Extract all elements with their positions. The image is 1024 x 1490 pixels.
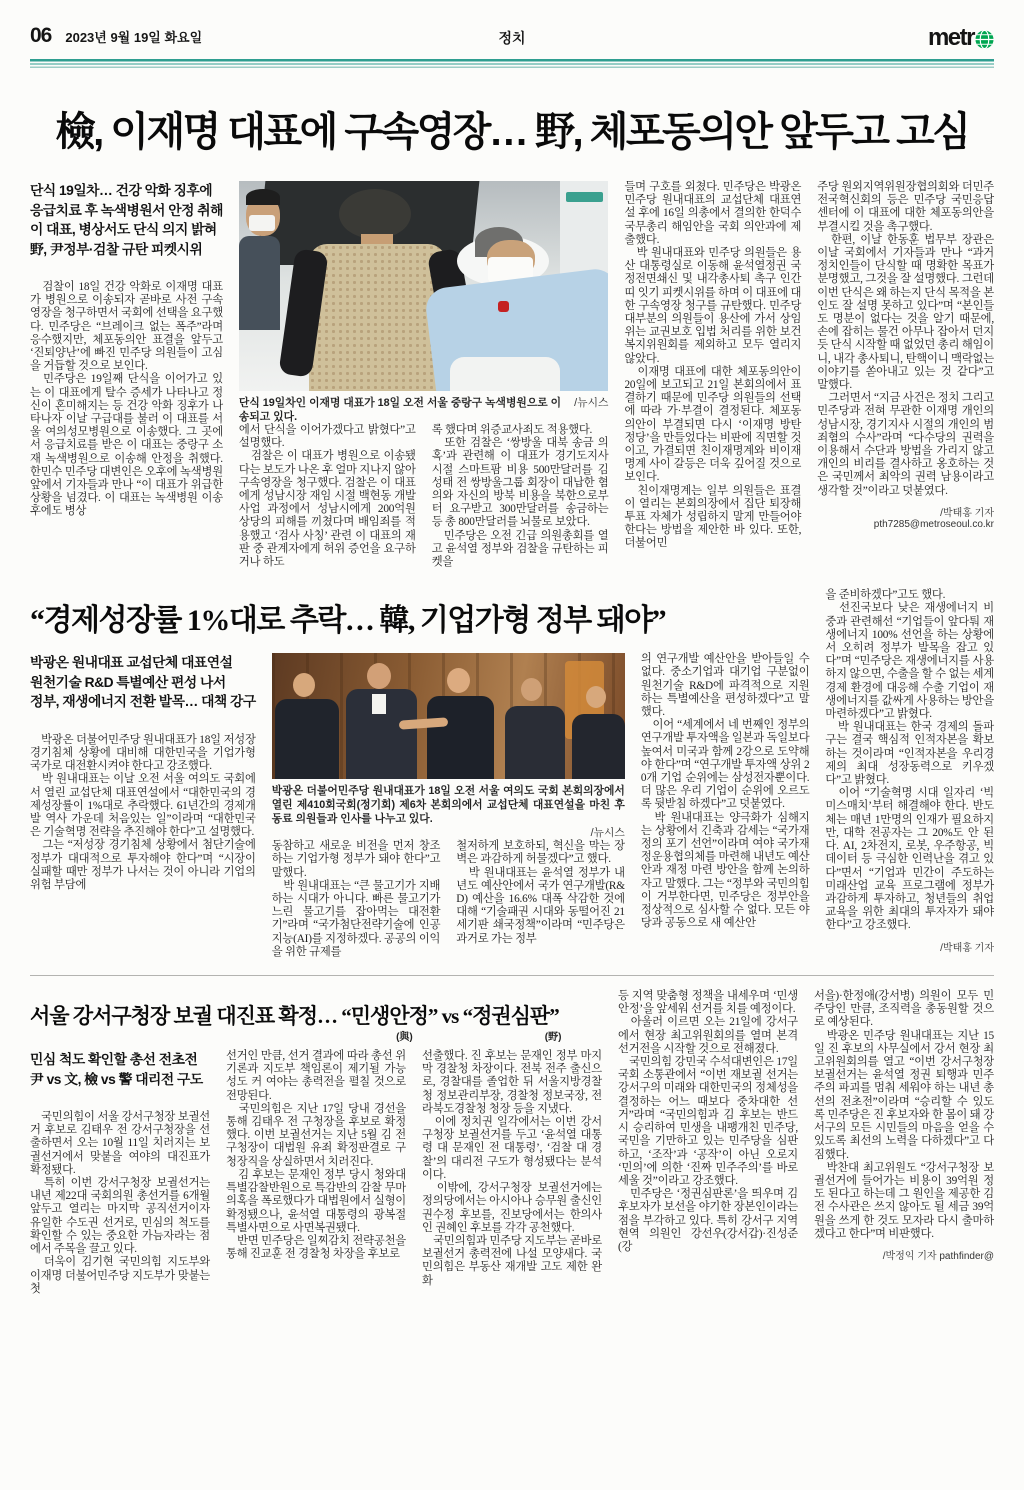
- paramedic-shoulder: [239, 236, 280, 331]
- article2-column-5: [825, 589, 994, 959]
- article2-photo-block: [272, 653, 625, 840]
- article2-subhead: 박광온 원내대표 교섭단체 대표연설 원천기술 R&D 특별예산 편성 나서 정부, 재생에너지 전환 발목… 대책 강구: [30, 655, 256, 710]
- article2-column-1: [30, 653, 256, 959]
- lawmaker-shirt-2: [372, 694, 386, 714]
- caption-credit: /뉴시스: [590, 827, 625, 840]
- article2-byline: /박태홍 기자: [940, 942, 994, 954]
- article3-column-3: 선출했다. 진 후보는 문재인 정부 마지막 경찰청 차장이다. 전북 전주 출신으로, 경찰대를 졸업한 뒤 서울지방경찰청 정보관리부장, 경찰청 정보국장, 전라북도경찰청 청장 등을 지냈다. 이에 정치권 일각에서는 이번 강서구청장 보궐선거를 두고 ‘윤석열 대통령 대 문재인 전 대통령’, ‘검찰 대 경찰’의 대리전 구도가 형성됐다는 분석이다. 이밖에, 강서구청장 보궐선거에는 정의당에서는 아시아나 승무원 출신인 권수정 후보를, 진보당에서는 한의사인 권혜인 후보를 각각 공천했다. 국민의힘과 민주당 지도부는 곧바로 보궐선거 총력전에 나설 모양새다. 국민의힘은 부동산 재개발 고도 제한 완화: [422, 1050, 602, 1287]
- article3-subhead: 민심 척도 확인할 총선 전초전 尹 vs 文, 檢 vs 警 대리전 구도: [30, 1052, 203, 1087]
- article2: [30, 589, 994, 959]
- article2-col1-text: 박광온 더불어민주당 원내대표가 18일 저성장 경기침체 상황에 대비해 대한민국을 기업가형 국가로 대전환시켜야 한다고 강조했다. 박 원내대표는 이날 오전 서울 여의도 국회에서 열린 교섭단체 대표연설에서 “대한민국의 경제성장률이 1%대로 추락했다. 61년간의 경제개발 역사 가운데 처음있는 일”이라며 “대한민국은 기술혁명 전략을 추진해야 한다”고 설명했다. 그는 “저성장 경기침체 상황에서 첨단기술에 정부가 대대적으로 투자해야 한다”며 “시장이 실패할 때만 정부가 나서는 것이 아니라 기업의 위험 부담에: [30, 733, 256, 891]
- caption-text: 단식 19일차인 이재명 대표가 18일 오전 서울 중랑구 녹색병원으로 이송되고 있다.: [238, 397, 562, 423]
- article3-headline-block: [30, 990, 602, 1050]
- article2-column-4: 의 연구개발 예산안을 받아들일 수 없다. 중소기업과 대기업 구분없이 원천기술 R&D에 파격적으로 지원하는 특별예산을 편성하겠다”고 말했다. 이어 “세계에서 네 번째인 정부의 연구개발 투자액을 일본과 독일보다 높여서 미국과 함께 2강으로 도약해야 한다”며 “연구개발 투자액 상위 20개 기업 순위에는 삼성전자뿐이다. 더 많은 우리 기업이 순위에 오르도록 뒷받침 하겠다”고 덧붙였다. 박 원내대표는 양극화가 심해지는 상황에서 긴축과 감세는 “국가재정의 포기 선언”이라며 여야 국가재정운용협의체를 마련해 내년도 예산안과 재정 마련 방안을 함께 논의하자고 말했다. 그는 “정부와 국민의힘이 거부한다면, 민주당은 정부안을 정상적으로 심사할 수 없다. 모든 야당과 공동으로 새 예산안: [640, 653, 810, 930]
- article1-col1-text: 검찰이 18일 건강 악화로 이재명 대표가 병원으로 이송되자 곧바로 사전 구속영장을 청구하면서 국회에 선택을 요구했다. 민주당은 “브레이크 없는 폭주”라며 응수했지만, 체포동의안 표결을 앞두고 ‘진퇴양난’에 빠진 민주당 의원들이 고심을 거듭할 것으로 보인다. 민주당은 19일째 단식을 이어가고 있는 이 대표에게 탈수 증세가 나타나고 정신이 혼미해지는 등 건강 악화 징후가 나타나자 이날 구급대를 불러 이 대표를 서울 여의성모병원으로 이송했다. 그 곳에서 응급치료를 받은 이 대표는 중랑구 소재 녹색병원으로 이송해 안정을 취했다. 한민수 민주당 대변인은 오후에 녹색병원 앞에서 기자들과 만나 “이 대표가 위급한 상황을 넘겼다. 이 대표는 녹색병원 이송 후에도 병상: [30, 281, 223, 518]
- metro-globe-icon: [975, 30, 994, 49]
- caption-credit: /뉴시스: [574, 397, 609, 409]
- lawmaker-suit-1: [275, 699, 339, 780]
- lawmaker-suit-3: [427, 696, 494, 779]
- article3-column-5: [814, 990, 994, 1296]
- paramedic-hair: [246, 189, 280, 205]
- article3-column-4: 등 지역 맞춤형 정책을 내세우며 ‘민생안정’을 앞세워 선거를 치를 예정이다. 아울러 이르면 오는 21일에 강서구에서 현장 최고위원회의를 열며 본격 선거전을 시작할 것으로 전해졌다. 국민의힘 강민국 수석대변인은 17일 국회 소통관에서 “이번 재보궐 선거는 강서구의 미래와 대한민국의 정체성을 결정하는 어느 때보다 중차대한 선거”라며 “국민의힘과 김 후보는 반드시 승리하여 민생을 내팽개친 민주당, 국민을 기만하고 있는 민주당을 심판하고, ‘조작’과 ‘공작’이 아닌 오로지 ‘민의’에 의한 ‘진짜 민주주의’를 바로 세울 것”이라고 강조했다. 민주당은 ‘정권심판론’을 띄우며 김 후보자가 보선을 야기한 장본인이라는 점을 부각하고 있다. 특히 강서구 지역 현역 의원인 강선우(강서갑)·진성준(강: [618, 990, 798, 1253]
- helper-vest: [309, 244, 446, 391]
- metro-logo: [928, 24, 994, 52]
- article1-column-3: 록 했다며 위증교사죄도 적용했다. 또한 검찰은 ‘쌍방울 대북 송금 의혹’과 관련해 이 대표가 경기도지사 시절 스마트팜 비용 500만달러를 김성태 전 쌍방울그룹 회장이 대납한 혐의와 자신의 방북 비용을 북한으로부터 요구받고 300만달러를 송금하는 등 총 800만달러를 뇌물로 보았다. 민주당은 오전 긴급 의원총회를 열고 윤석열 정부와 검찰을 규탄하는 피켓을: [431, 424, 609, 569]
- page-number: 06: [30, 24, 52, 47]
- metro-logo-text: metr: [927, 24, 974, 51]
- paramedic-mask: [249, 215, 275, 231]
- opposition-party-label: (野): [544, 1032, 562, 1044]
- masthead-rule: [30, 59, 994, 68]
- article3-column-2: 선거인 만큼, 선거 결과에 따라 총선 위기론과 지도부 책임론이 제기될 가능성도 커 여야는 총력전을 펼칠 것으로 전망된다. 국민의힘은 지난 17일 당내 경선을 통해 김태우 전 구청장을 후보로 확정했다. 이번 보궐선거는 지난 5월 김 전 구청장이 대법원 유죄 확정판결로 구청장직을 상실하면서 치러진다. 김 후보는 문재인 정부 당시 청와대 특별감찰반원으로 특감반의 감찰 무마 의혹을 폭로했다가 대법원에서 실형이 확정됐으나, 윤석열 대통령의 광복절 특별사면으로 사면복권됐다. 반면 민주당은 일찌감치 전략공천을 통해 진교훈 전 경찰청 차장을 후보로: [226, 1050, 406, 1261]
- article3-headline: 서울 강서구청장 보궐 대진표 확정… “민생안정” vs “정권심판”: [30, 1004, 559, 1029]
- article3: [30, 990, 994, 1296]
- article1-col5-text: 주당 원외지역위원장협의회와 더민주전국혁신회의 등은 민주당 국민응답센터에 이 대표에 대한 체포동의안을 부결시킬 것을 촉구했다. 한편, 이날 한동훈 법무부 장관은 이날 국회에서 기자들과 만나 “과거 정치인들이 단식할 때 명확한 목표가 분명했고, 그것을 잘 설명했다. 그런데 이번 단식은 왜 하는지 단식 목적을 본인도 잘 설명 못하고 있다”며 “본인들도 명분이 없다는 것을 알기 때문에, 손에 잡히는 물건 아무나 잡아서 던지듯 단식 시작할 때 없었던 총리 해임이니, 내각 총사퇴니, 탄핵이니 맥락없는 이야기를 쏟아내고 있는 것 같다”고 말했다. 그러면서 “지금 사건은 정치 그리고 민주당과 전혀 무관한 이재명 개인의 성남시장, 경기지사 시절의 개인의 범죄혐의 수사”라며 “다수당의 권력을 이용해서 수단과 방법을 가리지 않고 개인의 비리를 결사하고 옹호하는 것은 국민께서 최악의 권력 남용이라고 생각할 것”이라고 덧붙였다.: [817, 181, 994, 497]
- article1-column-5: [817, 181, 994, 569]
- lawmaker-head-4: [521, 678, 542, 701]
- masthead-date: 2023년 9월 19일 화요일: [65, 30, 203, 45]
- assembly-photo: [272, 653, 625, 779]
- article1-body: [30, 181, 994, 569]
- article1-photo-caption: [239, 396, 609, 424]
- article3-column-1: [30, 1050, 210, 1296]
- article1-photo-block: [239, 181, 609, 424]
- article1-headline: 檢, 이재명 대표에 구속영장… 野, 체포동의안 앞두고 고심: [55, 110, 969, 154]
- article3-col1-text: 국민의힘이 서울 강서구청장 보궐선거 후보로 김태우 전 강서구청장을 선출하면서 오는 10월 11일 치러지는 보궐선거에서 맞붙을 여야의 대진표가 확정됐다. 특히 이번 강서구청장 보궐선거는 내년 제22대 국회의원 총선거를 6개월 앞두고 열리는 마지막 공직선거이자 유일한 수도권 선거로, 민심의 척도를 확인할 수 있는 중요한 가늠자라는 점에서 주목을 끌고 있다. 더욱이 김기현 국민의힘 지도부와 이재명 더불어민주당 지도부가 맞붙는 첫: [30, 1111, 210, 1295]
- article1-column-1: [30, 181, 223, 569]
- masthead: [30, 24, 994, 54]
- section-title: 정치: [498, 30, 526, 46]
- article2-column-2: 동참하고 새로운 비전을 먼저 창조하는 기업가형 정부가 돼야 한다”고 말했다. 박 원내대표는 “큰 물고기가 지배하는 시대가 아니다. 빠른 물고기가 느린 물고기를 잡아먹는 대전환기”라며 “국가첨단전략기술에 인공지능(AI)를 지정하겠다. 공공의 이익을 위한 규제를: [271, 840, 441, 958]
- article-divider: [30, 975, 994, 976]
- article2-col5-text: 을 준비하겠다”고도 했다. 선진국보다 낮은 재생에너지 비중과 관련해선 “기업들이 앞다퉈 재생에너지 100% 선언을 하는 상황에서 오히려 정부가 발목을 잡고 있다”며 “민주당은 재생에너지를 사용하지 않으면, 수출을 할 수 없는 세계 경제 환경에 대응해 수출 기업이 재생에너지를 값싸게 사용하는 방안을 마련하겠다”고 밝혔다. 박 원내대표는 한국 경제의 돌파구는 결국 핵심적 인적자본을 확보하는 것이라며 “인적자본을 우리경제의 최대 성장동력으로 키우겠다”고 밝혔다. 이어 “기술혁명 시대 일자리 ‘빅 미스매치’부터 해결해야 한다. 반도체는 매년 1만명의 인재가 필요하지만, 대학 전공자는 그 20%도 안 된다. AI, 2차전지, 로봇, 우주항공, 빅데이터 등 극심한 인력난을 겪고 있다”면서 “기업과 민간이 주도하는 미래산업 교육 프로그램에 정부가 과감하게 투자하고, 청년들의 취업 교육을 위한 최대의 투자자가 돼야 한다”고 강조했다.: [825, 589, 994, 932]
- article1-subhead: 단식 19일차… 건강 악화 징후에 응급치료 후 녹색병원서 안정 취해 이 대표, 병상서도 단식 의지 밝혀 野, 尹정부·검찰 규탄 피켓시위: [30, 183, 223, 257]
- ambulance-photo: [239, 181, 609, 391]
- article1-column-4: 들며 구호를 외쳤다. 민주당은 박광온 민주당 원내대표의 교섭단체 대표연설 후에 16일 의총에서 결의한 한덕수 국무총리 해임안을 국회 의안과에 제출했다. 박 원내대표와 민주당 의원들은 용산 대통령실로 이동해 윤석열정권 국정전면쇄신 및 내각총사퇴 촉구 인간띠 잇기 피켓시위를 하며 이 대표에 대한 구속영장 청구를 규탄했다. 민주당 대부분의 의원들이 용산에 가서 상임위는 교권보호 입법 처리를 위한 보건복지위원회를 제외하고 모두 열리지 않았다. 이재명 대표에 대한 체포동의안이 20일에 보고되고 21일 본회의에서 표결하기 때문에 민주당 의원들의 선택에 따라 가·부결이 결정된다. 체포동의안이 부결되면 다시 ‘이재명 방탄 정당’을 만들었다는 비판에 직면할 것이고, 가결되면 친이재명계와 비이재명계 사이 갈등은 더욱 깊어질 것으로 보인다. 친이재명계는 일부 의원들은 표결이 열리는 본회의장에서 집단 퇴장해 투표 자체가 성립하지 말게 만들어야 한다는 방법을 제안한 바 있다. 또한, 더불어민: [624, 181, 802, 550]
- article2-photo-caption: [272, 784, 625, 840]
- ambulance-green-stripe: [566, 192, 603, 203]
- article1-column-2: 에서 단식을 이어가겠다고 밝혔다”고 설명했다. 검찰은 이 대표가 병원으로 이송됐다는 보도가 나온 후 얼마 지나지 않아 구속영장을 청구했다. 검찰은 이 대표에게 성남시장 재임 시절 백현동 개발 사업 과정에서 성남시에게 200억원 상당의 피해를 끼쳤다며 배임죄를 적용했고 ‘검사 사칭’ 관련 이 대표의 재판 중 관계자에게 허위 증언을 요구하거나 하도: [238, 424, 416, 569]
- helper-hat: [339, 189, 411, 239]
- article3-col5-text: 서을)·한정애(강서병) 의원이 모두 민주당인 만큼, 조직력을 총동원할 것으로 예상된다. 박광온 민주당 원내대표는 지난 15일 진 후보의 사무실에서 강서 현장 최고위원회의를 열고 “이번 강서구청장 보궐선거는 윤석열 정권 퇴행과 민주주의 파괴를 멈춰 세워야 하는 내년 총선의 전초전”이라며 “승리할 수 있도록 민주당은 진 후보자와 한 몸이 돼 강서구의 모든 시민들의 마음을 얻을 수 있도록 최선의 노력을 다하겠다”고 다짐했다. 박찬대 최고위원도 “강서구청장 보궐선거에 들어가는 비용이 39억원 정도 된다고 하는데 그 원인을 제공한 김 전 수사관은 쓰지 않아도 될 세금 39억원을 쓰게 한 것도 모자라 다시 출마하겠다고 한다”며 비판했다.: [814, 990, 994, 1240]
- article1-byline: /박태홍 기자 pth7285@metroseoul.co.kr: [873, 507, 994, 530]
- caption-text: 박광온 더불어민주당 원내대표가 18일 오전 서울 여의도 국회 본회의장에서 열린 제410회국회(정기회) 제6차 본회의에서 교섭단체 대표연설을 마친 후 동료 의원들과 인사를 나누고 있다.: [271, 785, 625, 826]
- lawmaker-head-5: [586, 686, 606, 708]
- article3-byline: /박정익 기자 pathfinder@: [882, 1250, 994, 1262]
- lawmaker-suit-4: [505, 706, 565, 779]
- lawmaker-suit-5: [572, 714, 625, 780]
- lawmaker-head-3: [447, 668, 470, 693]
- assistant-shoulder: [450, 357, 561, 391]
- article2-column-3: 철저하게 보호하되, 혁신을 막는 장벽은 과감하게 허물겠다”고 했다. 박 원내대표는 윤석열 정부가 내년도 예산안에서 국가 연구개발(R&D) 예산을 16.6% 대폭 삭감한 것에 대해 “기술패권 시대와 동떨어진 21세기판 쇄국정책”이라며 “민주당은 과거로 가는 정부: [456, 840, 625, 945]
- article2-headline: “경제성장률 1%대로 추락… 韓, 기업가형 정부 돼야”: [30, 604, 666, 638]
- ruling-party-label: (與): [396, 1032, 413, 1044]
- seatbelt-buckle: [498, 301, 509, 312]
